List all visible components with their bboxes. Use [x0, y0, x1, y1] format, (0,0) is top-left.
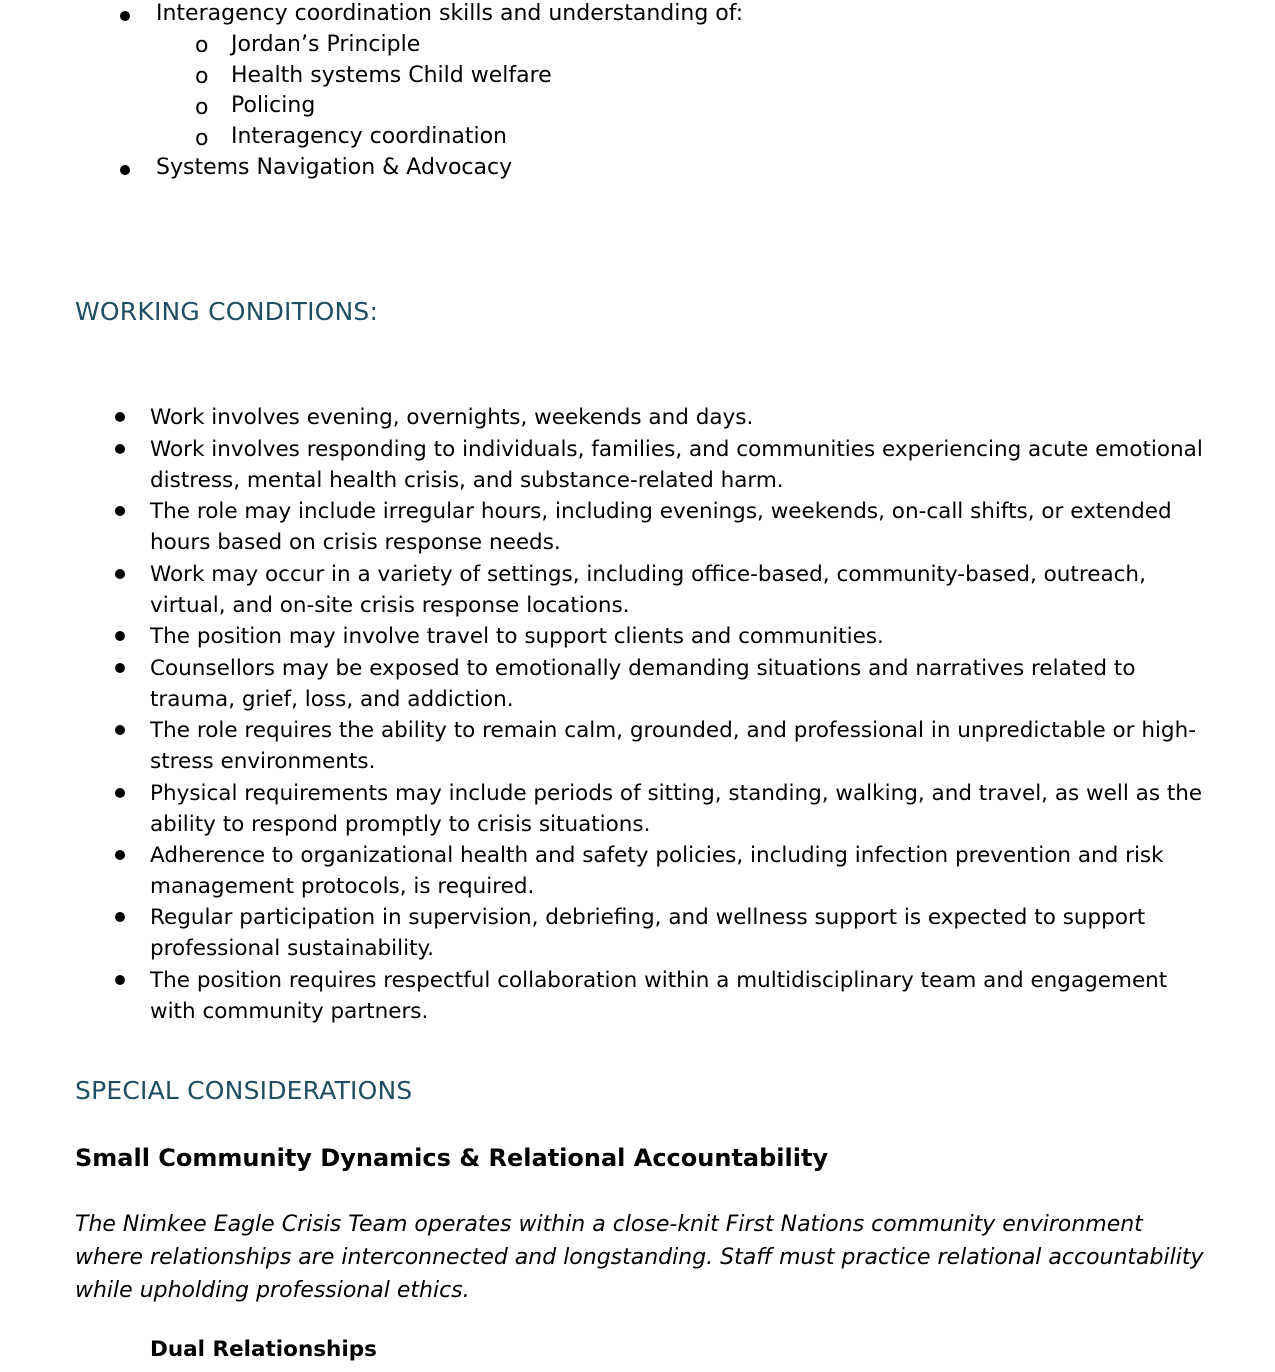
list-item-text: Counsellors may be exposed to emotionally demanding situations and narratives related to trauma, grief, loss, and addiction. — [150, 656, 1136, 712]
sub-item-text: Jordan’s Principle — [231, 32, 421, 57]
circle-bullet-icon: o — [195, 95, 209, 120]
skills-last-text: Systems Navigation & Advocacy — [156, 155, 513, 180]
special-considerations-paragraph: The Nimkee Eagle Crisis Team operates within a close-knit First Nations community environment where relationships are interconnected and longstanding. Staff must practice relational accountability while upholding professional ethics. — [75, 1212, 1204, 1303]
bullet-icon — [115, 663, 125, 673]
list-item-text: Regular participation in supervision, debriefing, and wellness support is expected to support professional sustainability. — [150, 905, 1146, 961]
bullet-icon — [115, 631, 125, 641]
skills-intro-text: Interagency coordination skills and understanding of: — [156, 1, 744, 26]
sub-item-text: Policing — [231, 93, 316, 118]
bullet-icon — [115, 725, 125, 735]
small-community-subheading: Small Community Dynamics & Relational Accountability — [75, 1144, 829, 1172]
bullet-icon — [115, 412, 125, 422]
list-item-text: The role may include irregular hours, including evenings, weekends, on-call shifts, or extended hours based on crisis response needs. — [150, 499, 1172, 555]
working-conditions-heading: WORKING CONDITIONS: — [75, 297, 379, 326]
list-item-text: Work may occur in a variety of settings, including office-based, community-based, outreach, virtual, and on-site crisis response locations. — [150, 562, 1146, 618]
list-item-text: The role requires the ability to remain calm, grounded, and professional in unpredictable or high-stress environments. — [150, 718, 1196, 774]
bullet-icon — [115, 569, 125, 579]
list-item-text: Adherence to organizational health and safety policies, including infection prevention and risk management protocols, is required. — [150, 843, 1164, 899]
list-item-text: Work involves responding to individuals, families, and communities experiencing acute emotional distress, mental health crisis, and substance-related harm. — [150, 437, 1203, 493]
circle-bullet-icon: o — [195, 64, 209, 89]
special-considerations-heading: SPECIAL CONSIDERATIONS — [75, 1076, 413, 1105]
bullet-icon — [115, 444, 125, 454]
bullet-icon — [120, 11, 130, 21]
bullet-icon — [115, 975, 125, 985]
bullet-icon — [115, 506, 125, 516]
sub-item-text: Interagency coordination — [231, 124, 507, 149]
list-item-text: Work involves evening, overnights, weekends and days. — [150, 405, 754, 430]
sub-item-text: Health systems Child welfare — [231, 63, 552, 88]
dual-relationships-subheading: Dual Relationships — [150, 1337, 377, 1362]
bullet-icon — [115, 788, 125, 798]
bullet-icon — [115, 850, 125, 860]
bullet-icon — [115, 912, 125, 922]
circle-bullet-icon: o — [195, 126, 209, 151]
list-item-text: The position requires respectful collaboration within a multidisciplinary team and engagement with community partners. — [150, 968, 1168, 1024]
circle-bullet-icon: o — [195, 33, 209, 58]
list-item-text: Physical requirements may include periods of sitting, standing, walking, and travel, as well as the ability to respond promptly to crisis situations. — [150, 781, 1203, 837]
list-item-text: The position may involve travel to support clients and communities. — [150, 624, 884, 649]
bullet-icon — [120, 165, 130, 175]
